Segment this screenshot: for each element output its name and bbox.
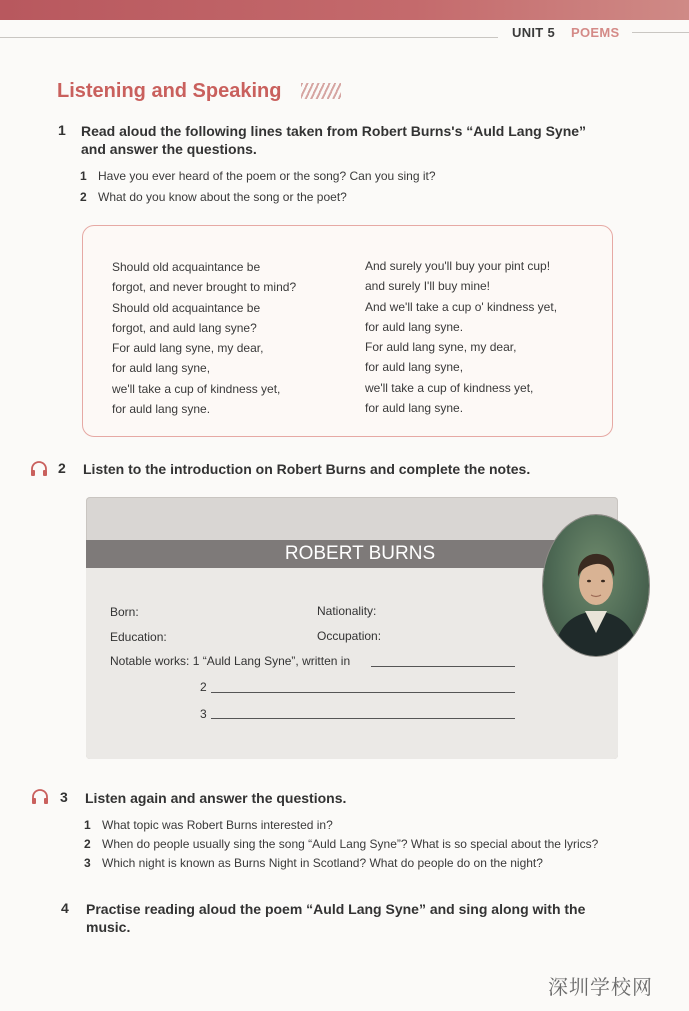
poem-line: for auld lang syne, <box>112 361 211 376</box>
unit-title: POEMS <box>571 25 620 40</box>
poem-line: we'll take a cup of kindness yet, <box>365 380 534 395</box>
question-4-number: 4 <box>61 900 69 916</box>
poem-line: forgot, and auld lang syne? <box>112 320 257 335</box>
notable-work-1-blank[interactable] <box>371 666 515 667</box>
poem-line: For auld lang syne, my dear, <box>365 340 517 355</box>
notable-work-2-blank[interactable] <box>211 692 515 693</box>
notable-work-3-number: 3 <box>200 707 207 721</box>
note-notable-works-label: Notable works: 1 “Auld Lang Syne”, written in <box>110 654 351 668</box>
note-nationality-label: Nationality: <box>317 604 377 618</box>
top-color-bar <box>0 0 689 20</box>
section-title: Listening and Speaking <box>57 80 282 102</box>
q1-sub-1-number: 1 <box>80 169 87 183</box>
question-3-number: 3 <box>60 789 68 805</box>
q1-sub-2-text: What do you know about the song or the poet? <box>98 190 347 204</box>
question-4-text-line2: music. <box>86 919 131 935</box>
notable-work-2-number: 2 <box>200 680 207 694</box>
q3-sub-3-number: 3 <box>84 856 91 870</box>
poem-line: we'll take a cup of kindness yet, <box>112 381 281 396</box>
q3-sub-2-text: When do people usually sing the song “Auld Lang Syne”? What is so special about the lyrics? <box>102 837 599 851</box>
q3-sub-1-text: What topic was Robert Burns interested in? <box>102 818 333 832</box>
poem-line: And surely you'll buy your pint cup! <box>365 259 551 273</box>
poem-line: Should old acquaintance be <box>112 300 261 315</box>
note-born-label: Born: <box>110 605 139 619</box>
question-1-text-line2: and answer the questions. <box>81 141 257 157</box>
poem-line: Should old acquaintance be <box>112 260 261 274</box>
notable-work-3-blank[interactable] <box>211 718 515 719</box>
poem-line: for auld lang syne. <box>112 402 211 417</box>
q1-sub-2-number: 2 <box>80 190 87 204</box>
q1-sub-1-text: Have you ever heard of the poem or the song? Can you sing it? <box>98 169 436 183</box>
section-title-stripes <box>301 83 341 99</box>
poem-line: forgot, and never brought to mind? <box>112 280 297 295</box>
poem-right-column <box>365 256 557 418</box>
poem-line: for auld lang syne. <box>365 401 464 416</box>
question-2-text: Listen to the introduction on Robert Burns and complete the notes. <box>83 461 531 477</box>
poem-line: for auld lang syne, <box>365 360 464 375</box>
q3-sub-1-number: 1 <box>84 818 91 832</box>
notes-banner-title: ROBERT BURNS <box>284 543 436 564</box>
question-1-number: 1 <box>58 122 66 138</box>
unit-label: UNIT 5 <box>512 25 555 40</box>
poem-line: and surely I'll buy mine! <box>365 279 491 294</box>
q3-sub-2-number: 2 <box>84 837 91 851</box>
portrait-image <box>543 515 649 656</box>
poem-left-column <box>112 257 296 419</box>
question-1-text-line1: Read aloud the following lines taken from Robert Burns's “Auld Lang Syne” <box>81 123 587 139</box>
header-rule-right <box>632 32 689 33</box>
header-rule <box>0 37 498 38</box>
note-occupation-label: Occupation: <box>317 629 382 643</box>
q3-sub-3-text: Which night is known as Burns Night in Scotland? What do people do on the night? <box>102 856 543 870</box>
robert-burns-portrait <box>543 515 649 656</box>
question-2-number: 2 <box>58 460 66 476</box>
note-education-label: Education: <box>110 630 167 644</box>
watermark: 深圳学校网 <box>548 975 653 999</box>
poem-line: for auld lang syne. <box>365 319 464 334</box>
poem-line: For auld lang syne, my dear, <box>112 341 264 356</box>
headphones-icon[interactable] <box>31 789 49 805</box>
poem-line: And we'll take a cup o' kindness yet, <box>365 299 558 314</box>
question-3-text: Listen again and answer the questions. <box>85 790 347 806</box>
question-4-text-line1: Practise reading aloud the poem “Auld Lang Syne” and sing along with the <box>86 901 586 917</box>
headphones-icon[interactable] <box>30 461 48 477</box>
